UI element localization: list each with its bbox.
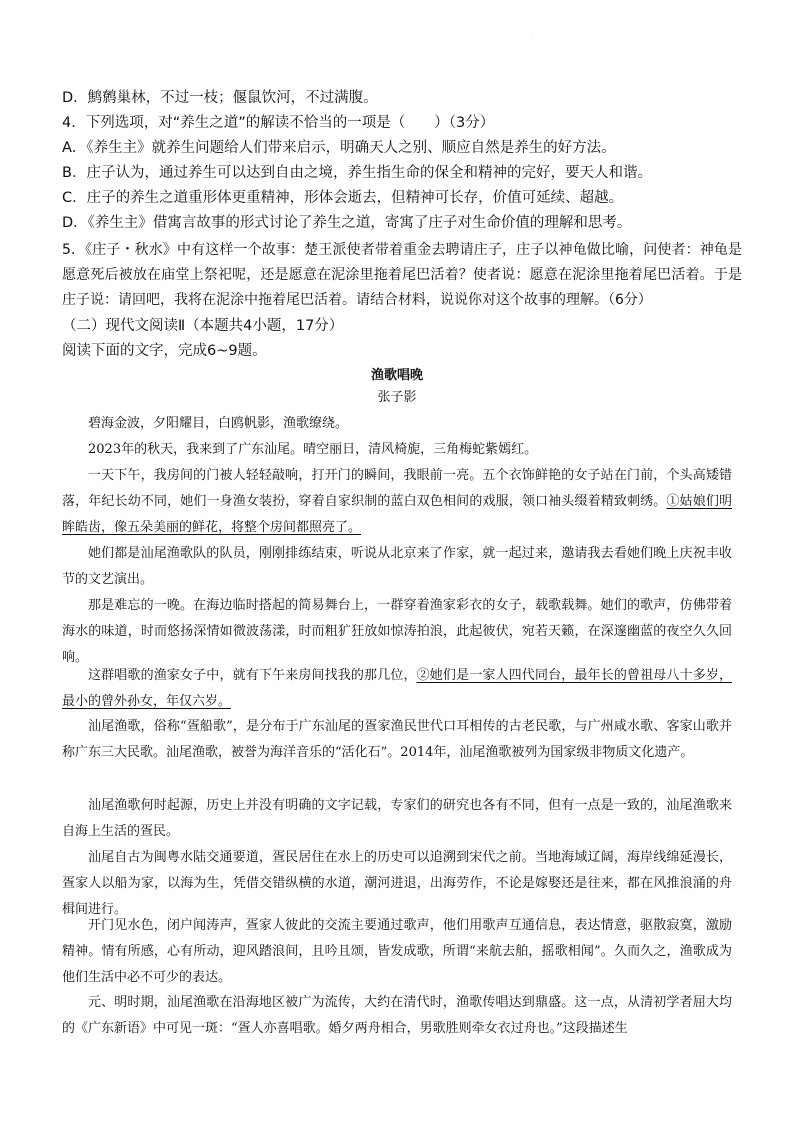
underlined-sentence-1: ①姑娘们明眸皓齿，像五朵美丽的鲜花，将整个房间都照亮了。 — [62, 494, 732, 535]
article-paragraph: 元、明时期，汕尾渔歌在沿海地区被广为流传，大约在清代时，渔歌传唱达到鼎盛。这一点，从清初学者屈大均的《广东新语》中可见一斑：“疍人亦喜唱歌。婚夕两舟相合，男歌胜则牵女衣过舟也。”这段描述生 — [62, 995, 732, 1036]
article-paragraph — [62, 663, 732, 715]
article-author: 张子影 — [377, 390, 417, 405]
article-paragraph: 那是难忘的一晚。在海边临时搭起的简易舞台上，一群穿着渔家彩衣的女子，载歌载舞。她们的歌声，仿佛带着海水的味道，时而悠扬深情如微波荡漾，时而粗犷狂放如惊涛拍浪，此起彼伏，宛若天籁，在深邃幽蓝的夜空久久回响。 — [62, 598, 732, 665]
q4-option-c: C．庄子的养生之道重形体更重精神，形体会逝去，但精神可长存，价值可延续、超越。 — [62, 190, 624, 206]
reading-instruction: 阅读下面的文字，完成6~9题。 — [62, 343, 267, 359]
article-paragraph: 汕尾渔歌，俗称“疍船歌”，是分布于广东汕尾的疍家渔民世代口耳相传的古老民歌，与广州咸水歌、客家山歌并称广东三大民歌。汕尾渔歌，被誉为海洋音乐的“活化石”。2014年，汕尾渔歌被列为国家级非物质文化遗产。 — [62, 719, 732, 760]
q4-option-d: D．《养生主》借寓言故事的形式讨论了养生之道，寄寓了庄子对生命价值的理解和思考。 — [62, 215, 632, 231]
article-paragraph: 开门见水色，闭户闻涛声，疍家人彼此的交流主要通过歌声，他们用歌声互通信息，表达情意，驱散寂寞，激励精神。情有所感，心有所动，迎风踏浪间，且吟且颂，皆发成歌，所谓“来航去舶，摇歌相闻”。久而久之，渔歌成为他们生活中必不可少的表达。 — [62, 918, 732, 985]
article-paragraph: 汕尾自古为闽粤水陆交通要道，疍民居住在水上的历史可以追溯到宋代之前。当地海域辽阔，海岸线绵延漫长，疍家人以船为家，以海为生，凭借交错纵横的水道，潮河进退，出海劳作，不论是嫁娶还是往来，都在风推浪涌的舟楫间进行。 — [62, 850, 732, 917]
article-title: 渔歌唱晚 — [370, 368, 423, 383]
q4-option-b: B．庄子认为，通过养生可以达到自由之境，养生指生命的保全和精神的完好，要天人和谐。 — [62, 165, 652, 181]
paragraph-text: 一天下午，我房间的门被人轻轻敲响，打开门的瞬间，我眼前一亮。五个衣饰鲜艳的女子站在门前，个头高矮错落，年纪长幼不同，她们一身渔女装扮，穿着自家织制的蓝白双色相间的戏服，领口袖头缀着精致刺绣。 — [62, 468, 732, 509]
q3-option-d: D．鹪鹩巢林，不过一枝；偃鼠饮河，不过满腹。 — [62, 90, 378, 106]
q5-question: 5．《庄子・秋水》中有这样一个故事：楚王派使者带着重金去聘请庄子，庄子以神龟做比喻，问使者：神龟是愿意死后被放在庙堂上祭祀呢，还是愿意在泥涂里拖着尾巴活着？使者说：愿意在泥涂里拖着尾巴活着。于是庄子说：请回吧，我将在泥涂中拖着尾巴活着。请结合材料，说说你对这个故事的理解。（6分） — [62, 242, 742, 308]
q4-stem: 4．下列选项，对“养生之道”的解读不恰当的一项是（ ）（3分） — [62, 115, 495, 131]
q4-option-a: A．《养生主》就养生问题给人们带来启示，明确天人之别、顺应自然是养生的好方法。 — [62, 140, 616, 156]
article-paragraph: 她们都是汕尾渔歌队的队员，刚刚排练结束，听说从北京来了作家，就一起过来，邀请我去看她们晚上庆祝丰收节的文艺演出。 — [62, 546, 732, 587]
article-paragraph: 2023年的秋天，我来到了广东汕尾。晴空丽日，清风椅旎，三角梅蛇紫嫣红。 — [88, 442, 538, 457]
scan-speck: · — [532, 33, 534, 40]
paragraph-text: 这群唱歌的渔家女子中，就有下午来房间找我的那几位， — [88, 668, 417, 683]
article-paragraph: 汕尾渔歌何时起源，历史上并没有明确的文字记载，专家们的研究也各有不同，但有一点是一致的，汕尾渔歌来自海上生活的疍民。 — [62, 798, 732, 839]
section-heading: （二）现代文阅读Ⅱ（本题共4小题，17分） — [62, 318, 344, 334]
underlined-sentence-2: ②她们是一家人四代同台，最年长的曾祖母八十多岁，最小的曾外孙女，年仅六岁。 — [62, 668, 732, 709]
article-paragraph — [62, 463, 732, 541]
article-paragraph: 碧海金波，夕阳耀目，白鸥帆影，渔歌缭绕。 — [88, 416, 349, 431]
